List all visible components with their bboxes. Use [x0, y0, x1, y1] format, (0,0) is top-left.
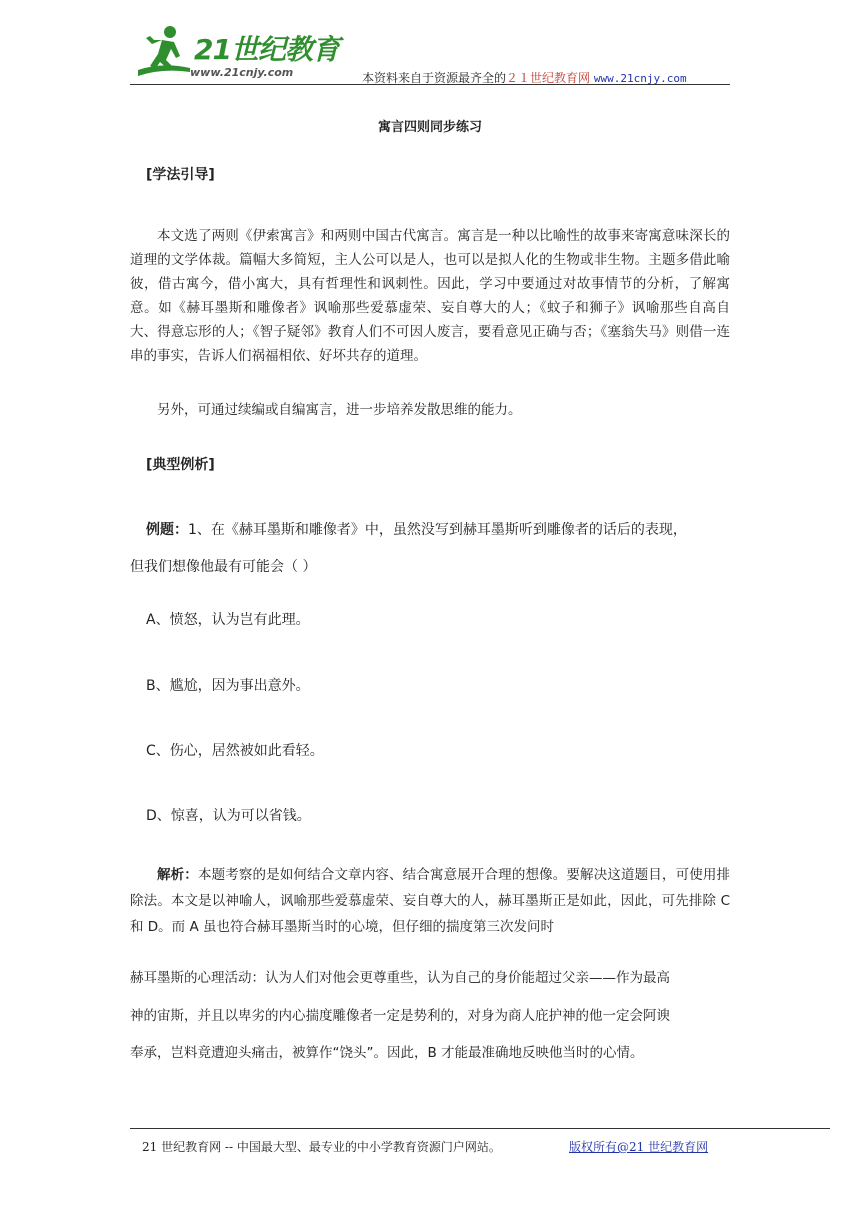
analysis-text: 本题考察的是如何结合文章内容、结合寓意展开合理的想像。要解决这道题目，可使用排除法。本文是以神喻人，讽喻那些爱慕虚荣、妄自尊大的人，赫耳墨斯正是如此，因此，可先排除 C 和 D。而 A 虽也符合赫耳墨斯当时的心境，但仔细的揣度第三次发问时 [130, 867, 731, 935]
header-brand-link[interactable]: ２１世纪教育网 [506, 71, 591, 85]
option-b: B、尴尬，因为事出意外。 [146, 678, 310, 694]
analysis-line-6: 奉承，岂料竟遭迎头痛击，被算作“饶头”。因此，B 才能最准确地反映他当时的心情。 [130, 1045, 644, 1061]
section-heading-study-guide: [学法引导] [146, 167, 215, 183]
option-d: D、惊喜，认为可以省钱。 [146, 808, 311, 824]
example-question-text: 1、在《赫耳墨斯和雕像者》中，虽然没写到赫耳墨斯听到雕像者的话后的表现， [188, 522, 687, 538]
study-guide-paragraph-2: 另外，可通过续编或自编寓言，进一步培养发散思维的能力。 [157, 402, 522, 418]
footer-tagline: 21 世纪教育网 -- 中国最大型、最专业的中小学教育资源门户网站。 [142, 1140, 501, 1154]
analysis-paragraph [130, 862, 730, 940]
logo-url: www.21cnjy.com [190, 66, 294, 79]
option-c: C、伤心，居然被如此看轻。 [146, 743, 324, 759]
analysis-line-4: 赫耳墨斯的心理活动：认为人们对他会更尊重些，认为自己的身价能超过父亲——作为最高 [130, 970, 670, 986]
example-question-line-2: 但我们想像他最有可能会（ ） [130, 559, 317, 575]
header-url-link[interactable]: www.21cnjy.com [593, 72, 687, 85]
header-note-prefix: 本资料来自于资源最齐全的 [362, 71, 507, 85]
header-divider [130, 84, 730, 85]
example-question-line-1 [146, 519, 746, 539]
section-heading-examples: [典型例析] [146, 457, 215, 473]
page-title: 寓言四则同步练习 [377, 120, 482, 135]
analysis-line-5: 神的宙斯，并且以卑劣的内心揣度雕像者一定是势利的，对身为商人庇护神的他一定会阿谀 [130, 1008, 670, 1024]
logo-wordmark: 21世纪教育 [194, 33, 339, 66]
site-logo [132, 22, 342, 82]
footer-divider [130, 1128, 830, 1129]
footer-copyright-link[interactable]: 版权所有@21 世纪教育网 [569, 1140, 709, 1154]
analysis-label: 解析： [157, 867, 198, 883]
study-guide-paragraph: 本文选了两则《伊索寓言》和两则中国古代寓言。寓言是一种以比喻性的故事来寄寓意味深长的道理的文学体裁。篇幅大多简短，主人公可以是人，也可以是拟人化的生物或非生物。主题多借此喻彼，借古寓今，借小寓大，具有哲理性和讽刺性。因此，学习中要通过对故事情节的分析，了解寓意。如《赫耳墨斯和雕像者》讽喻那些爱慕虚荣、妄自尊大的人；《蚊子和狮子》讽喻那些自高自大、得意忘形的人；《智子疑邻》教育人们不可因人废言，要看意见正确与否；《塞翁失马》则借一连串的事实，告诉人们祸福相依、好坏共存的道理。 [130, 228, 730, 364]
runner-logo-icon [132, 22, 194, 82]
example-label: 例题： [146, 522, 188, 538]
option-a: A、愤怒，认为岂有此理。 [146, 612, 310, 628]
